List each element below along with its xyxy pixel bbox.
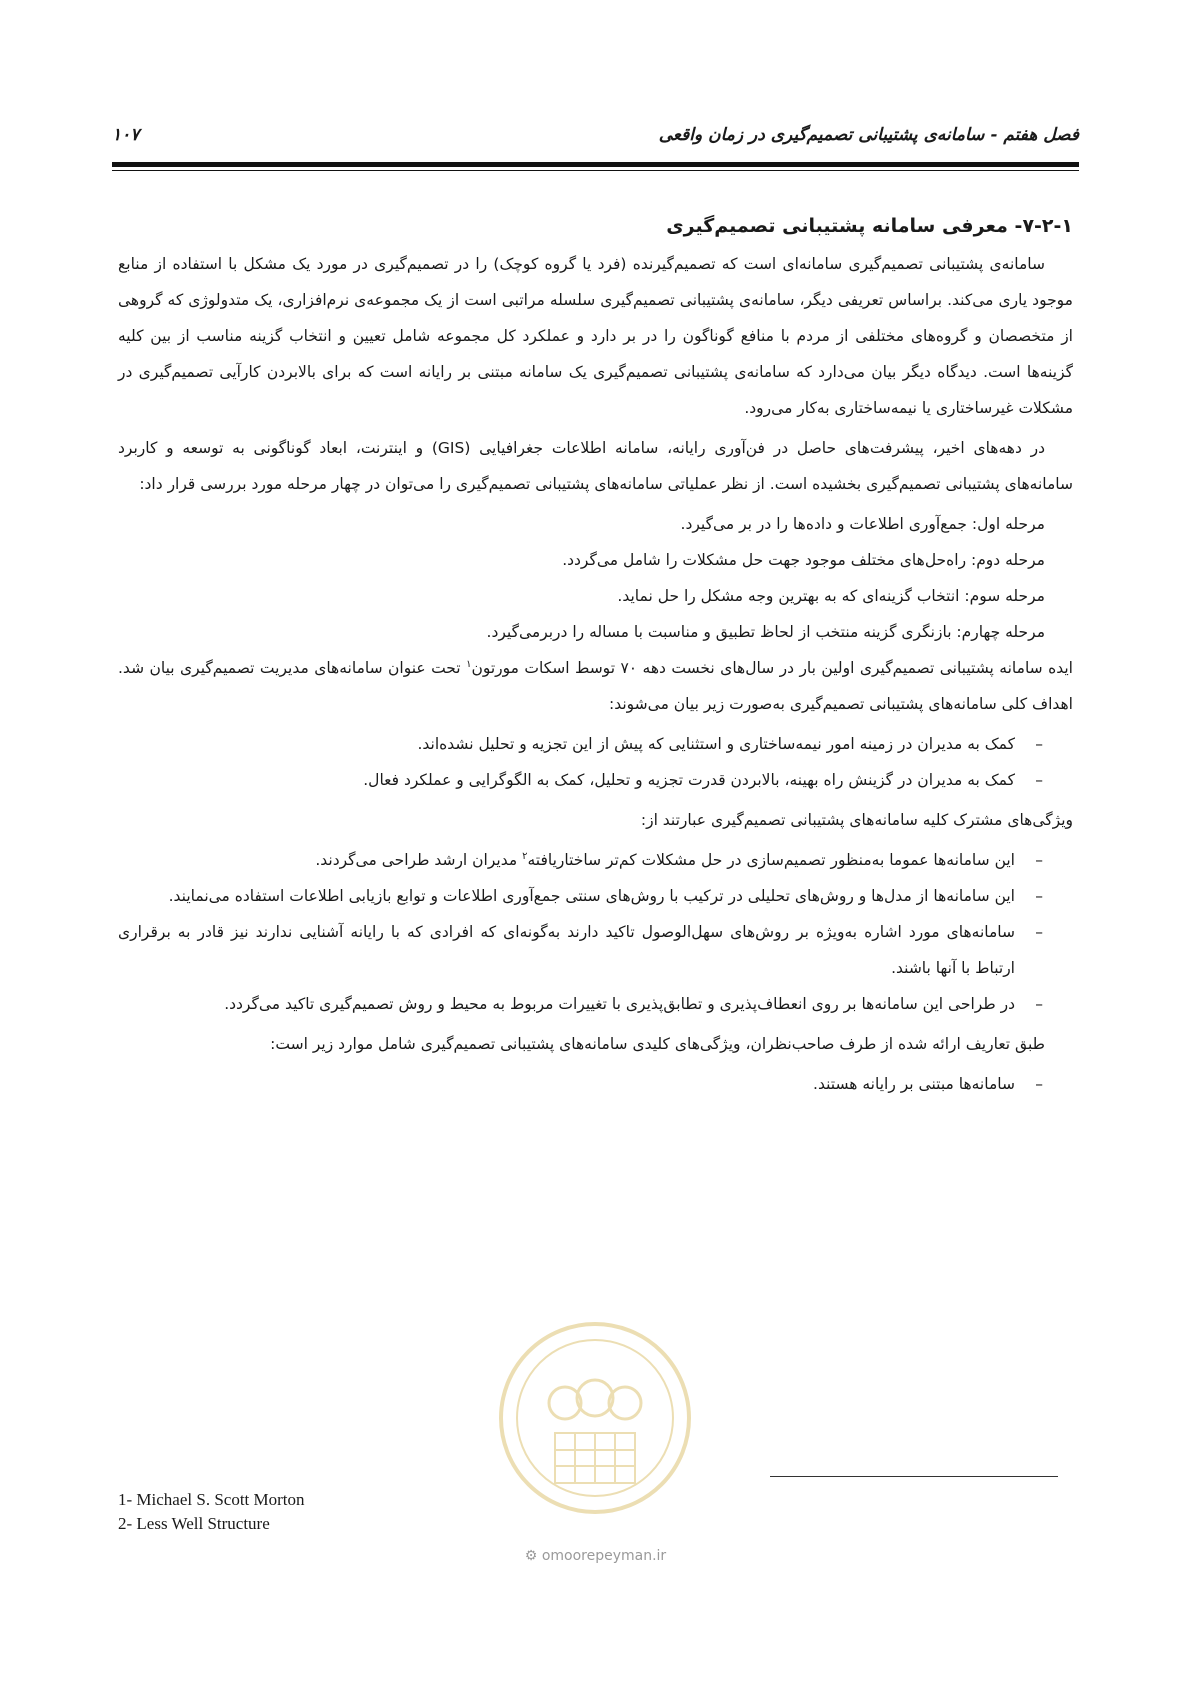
paragraph-definition: سامانه‌ی پشتیبانی تصمیم‌گیری سامانه‌ای است که تصمیم‌گیرنده (فرد یا گروه کوچک) را در تصمیم‌گیری در مورد یک مشکل با استفاده از منابع موجود یاری می‌کند. براساس تعریفی دیگر، سامانه‌ی پشتیبانی تصمیم‌گیری سلسله مراتبی است از یک مجموعه‌ی نرم‌افزاری، یک متدولوژی که گروهی از متخصصان و گروه‌های مختلفی از مردم با منافع گوناگون را در بر دارد و عملکرد کل مجموعه شامل تعیین و انتخاب گزینه مناسب از بین کلیه گزینه‌ها است. دیدگاه دیگر بیان می‌دارد که سامانه‌ی پشتیبانی تصمیم‌گیری یک سامانه مبتنی بر رایانه است که برای بالابردن کارآیی تصمیم‌گیری در مشکلات غیرساختاری یا نیمه‌ساختاری به‌کار می‌رود. bbox=[118, 255, 1073, 417]
header-rule-thin bbox=[112, 170, 1079, 171]
paragraph-key-features-intro: طبق تعاریف ارائه شده از طرف صاحب‌نظران، ویژگی‌های کلیدی سامانه‌های پشتیبانی تصمیم‌گیری شامل موارد زیر است: bbox=[270, 1035, 1045, 1053]
footnote-ref-1: ۱ bbox=[466, 658, 472, 670]
watermark-site bbox=[0, 1548, 1191, 1564]
site-url: omoorepeyman.ir bbox=[541, 1548, 667, 1564]
list-item bbox=[118, 842, 1043, 878]
list-item: – سامانه‌های مورد اشاره به‌ویژه بر روش‌های سهل‌الوصول تاکید دارند به‌گونه‌ای که افرادی که با رایانه آشنایی ندارند نیز قادر به برقراری ارتباط با آنها باشند. bbox=[118, 914, 1043, 986]
paragraph-recent-decades: در دهه‌های اخیر، پیشرفت‌های حاصل در فن‌آوری رایانه، سامانه اطلاعات جغرافیایی (GIS) و اینترنت، ابعاد گوناگونی به توسعه و کاربرد سامانه‌های پشتیبانی تصمیم‌گیری بخشیده است. از نظر عملیاتی سامانه‌های پشتیبانی تصمیم‌گیری را می‌توان در چهار مرحله مورد بررسی قرار داد: bbox=[118, 439, 1073, 493]
goals-list bbox=[118, 726, 1073, 798]
footnote-1: 1- Michael S. Scott Morton bbox=[118, 1490, 305, 1509]
list-item: – در طراحی این سامانه‌ها بر روی انعطاف‌پذیری و تطابق‌پذیری با تغییرات مربوط به محیط و روش تصمیم‌گیری تاکید می‌گردد. bbox=[118, 986, 1043, 1022]
list-item: – سامانه‌ها مبتنی بر رایانه هستند. bbox=[118, 1066, 1043, 1102]
page-number: ۱۰۷ bbox=[112, 125, 140, 145]
feature1-text-end: مدیران ارشد طراحی می‌گردند. bbox=[315, 851, 523, 869]
list-item: – این سامانه‌ها از مدل‌ها و روش‌های تحلیلی در ترکیب با روش‌های سنتی جمع‌آوری اطلاعات و توابع بازیابی اطلاعات استفاده می‌نمایند. bbox=[118, 878, 1043, 914]
stage-item: مرحله چهارم: بازنگری گزینه منتخب از لحاظ تطبیق و مناسبت با مساله را دربرمی‌گیرد. bbox=[486, 623, 1045, 641]
features-list bbox=[118, 842, 1073, 1022]
stage-item: مرحله سوم: انتخاب گزینه‌ای که به بهترین وجه مشکل را حل نماید. bbox=[617, 587, 1045, 605]
paragraph-features-intro: ویژگی‌های مشترک کلیه سامانه‌های پشتیبانی تصمیم‌گیری عبارتند از: bbox=[640, 811, 1073, 829]
stage-item: مرحله اول: جمع‌آوری اطلاعات و داده‌ها را در بر می‌گیرد. bbox=[680, 515, 1045, 533]
footnote-ref-2: ۲ bbox=[522, 850, 528, 862]
page-header bbox=[112, 118, 1079, 152]
main-content bbox=[118, 210, 1073, 1106]
paragraph-history bbox=[118, 650, 1073, 722]
site-icon: ⚙ bbox=[524, 1548, 538, 1564]
stage-item: مرحله دوم: راه‌حل‌های مختلف موجود جهت حل مشکلات را شامل می‌گردد. bbox=[562, 551, 1045, 569]
footnote-separator bbox=[770, 1476, 1058, 1477]
history-text-end: تحت عنوان سامانه‌های مدیریت تصمیم‌گیری بیان شد. اهداف کلی سامانه‌های پشتیبانی تصمیم‌گیری به‌صورت زیر بیان می‌شوند: bbox=[118, 659, 1073, 713]
feature1-text-start: این سامانه‌ها عموما به‌منظور تصمیم‌سازی در حل مشکلات کم‌تر ساختاریافته bbox=[527, 851, 1015, 869]
header-rule-thick bbox=[112, 162, 1079, 167]
list-item: – کمک به مدیران در گزینش راه بهینه، بالابردن قدرت تجزیه و تحلیل، کمک به الگوگرایی و عملکرد فعال. bbox=[118, 762, 1043, 798]
key-features-list bbox=[118, 1066, 1073, 1102]
footnotes bbox=[118, 1488, 305, 1536]
footnote-2: 2- Less Well Structure bbox=[118, 1514, 270, 1533]
list-item: – کمک به مدیران در زمینه امور نیمه‌ساختاری و استثنایی که پیش از این تجزیه و تحلیل نشده‌اند. bbox=[118, 726, 1043, 762]
section-title: ۷-۲-۱- معرفی سامانه پشتیبانی تصمیم‌گیری bbox=[666, 215, 1073, 237]
history-text-start: ایده سامانه پشتیبانی تصمیم‌گیری اولین بار در سال‌های نخست دهه ۷۰ توسط اسکات مورتون bbox=[471, 659, 1073, 677]
chapter-title: فصل هفتم - سامانه‌ی پشتیبانی تصمیم‌گیری در زمان واقعی bbox=[658, 125, 1079, 145]
watermark-seal-icon bbox=[495, 1318, 695, 1518]
